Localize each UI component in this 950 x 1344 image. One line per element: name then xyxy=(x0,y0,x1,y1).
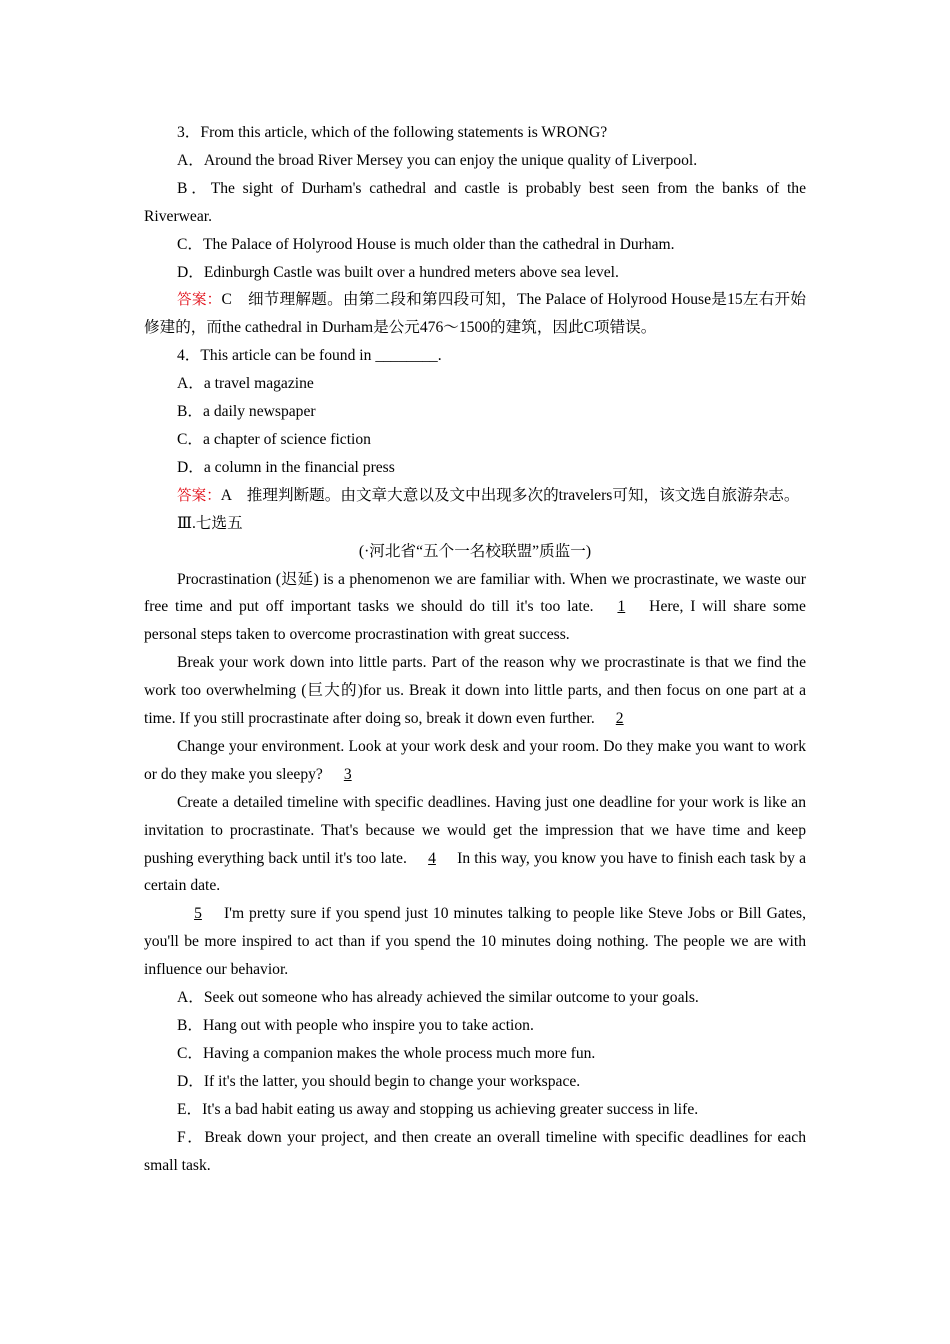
question-3-option-b: B．The sight of Durham's cathedral and castle is probably best seen from the banks of the Riverwear. xyxy=(144,179,806,225)
passage-paragraph-1 xyxy=(144,566,806,650)
passage-text: Procrastination (迟延) is a phenomenon we are familiar with. When we procrastinate, we waste our free time and put off important tasks we should do till it's too late. xyxy=(144,570,806,616)
passage-paragraph-5 xyxy=(144,900,806,984)
choice-option-a: A．Seek out someone who has already achieved the similar outcome to your goals. xyxy=(177,989,699,1007)
question-4-answer xyxy=(144,482,806,510)
document-page xyxy=(144,119,806,1179)
blank-2: 2 xyxy=(615,710,624,728)
blank-1: 1 xyxy=(617,598,626,616)
question-3-option-a: A．Around the broad River Mersey you can enjoy the unique quality of Liverpool. xyxy=(177,151,698,169)
blank-5: 5 xyxy=(194,905,202,923)
passage-text: Create a detailed timeline with specific deadlines. Having just one deadline for your work is like an invitation to procrastinate. That's because we would get the impression that we have time and keep pushing everything back until it's too late. xyxy=(144,793,806,867)
blank-3: 3 xyxy=(343,765,352,783)
passage-paragraph-4 xyxy=(144,789,806,901)
question-4-blank: ________ xyxy=(375,347,438,365)
section-heading: Ⅲ.七选五 xyxy=(177,514,243,532)
question-3-answer xyxy=(144,286,806,342)
passage-paragraph-2 xyxy=(144,649,806,733)
choice-option-c: C．Having a companion makes the whole process much more fun. xyxy=(177,1044,596,1062)
question-4-option-a: A．a travel magazine xyxy=(177,375,314,393)
question-4-stem-text: 4．This article can be found in xyxy=(177,347,376,365)
section-source: (·河北省“五个一名校联盟”质监一) xyxy=(358,542,592,560)
blank-4: 4 xyxy=(428,849,436,867)
question-4-stem xyxy=(144,342,806,370)
choice-option-d: D．If it's the latter, you should begin to change your workspace. xyxy=(177,1072,581,1090)
passage-text: I'm pretty sure if you spend just 10 minutes talking to people like Steve Jobs or Bill Gates, you'll be more inspired to act than if you spend the 10 minutes doing nothing. The people we are with influence our behavior. xyxy=(144,905,806,979)
question-3-stem: 3．From this article, which of the following statements is WRONG? xyxy=(177,124,608,141)
passage-text: Change your environment. Look at your work desk and your room. Do they make you want to work or do they make you sleepy? xyxy=(144,737,806,783)
passage-paragraph-3 xyxy=(144,733,806,789)
choice-option-e: E．It's a bad habit eating us away and stopping us achieving greater success in life. xyxy=(177,1100,699,1118)
question-4-option-d: D．a column in the financial press xyxy=(177,458,395,476)
question-4-option-b: B．a daily newspaper xyxy=(177,403,316,421)
question-3-option-d: D．Edinburgh Castle was built over a hundred meters above sea level. xyxy=(177,263,619,281)
question-4-stem-end: . xyxy=(437,347,442,365)
choice-option-b: B．Hang out with people who inspire you to take action. xyxy=(177,1017,534,1034)
passage-text: Here, I will share some personal steps taken to overcome procrastination with great success. xyxy=(144,598,806,644)
answer-label: 答案： xyxy=(177,486,221,504)
passage-text: In this way, you know you have to finish each task by a certain date. xyxy=(144,849,806,895)
choice-option-f: F．Break down your project, and then create an overall timeline with specific deadlines for each small task. xyxy=(144,1128,806,1174)
answer-explanation: C 细节理解题。由第二段和第四段可知，The Palace of Holyrood House是15左右开始修建的，而the cathedral in Durham是公元476～1500的建筑，因此C项错误。 xyxy=(144,291,806,337)
answer-explanation: A 推理判断题。由文章大意以及文中出现多次的travelers可知，该文选自旅游杂志。 xyxy=(220,486,800,504)
question-4-option-c: C．a chapter of science fiction xyxy=(177,430,371,448)
answer-label: 答案： xyxy=(177,291,222,309)
question-3-option-c: C．The Palace of Holyrood House is much older than the cathedral in Durham. xyxy=(177,235,675,253)
passage-text: Break your work down into little parts. Part of the reason why we procrastinate is that we find the work too overwhelming (巨大的)for us. Break it down into little parts, and then focus on one part at a time. If you still procrastinate after doing so, break it down even further. xyxy=(144,654,806,728)
